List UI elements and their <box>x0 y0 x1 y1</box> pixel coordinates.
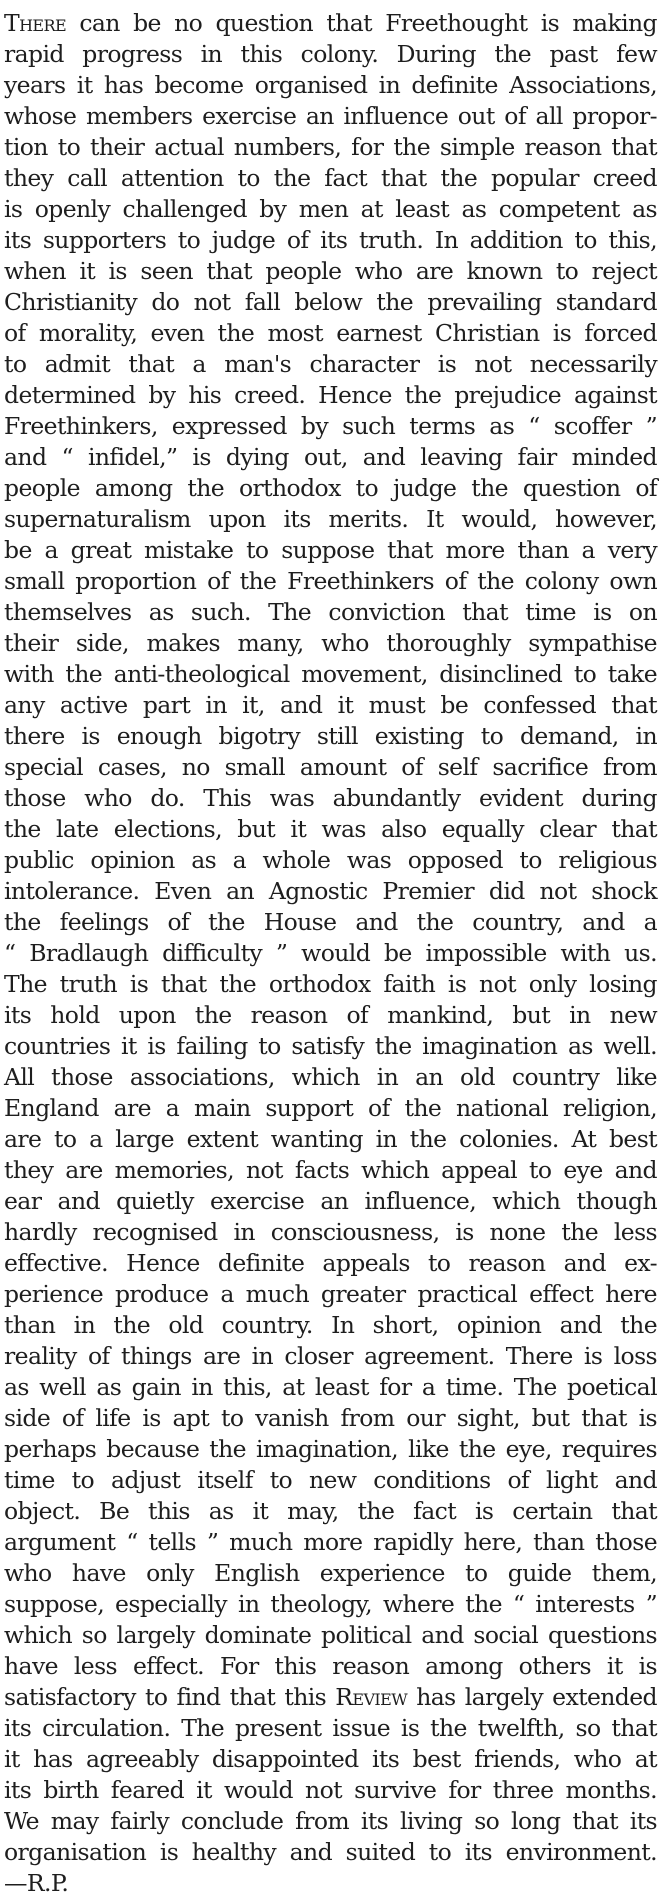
text-line: countries it is failing to satisfy the imagination as well. <box>4 1032 657 1060</box>
author-signature: —R.P. <box>4 1869 69 1897</box>
text-line: supernaturalism upon its merits. It would, however, <box>4 505 657 533</box>
text-line: and “ infidel,” is dying out, and leaving fair minded <box>4 443 657 471</box>
text-line: those who do. This was abundantly evident during <box>4 784 657 812</box>
text-line: suppose, especially in theology, where the “ interests ” <box>4 1590 657 1618</box>
text-line: tion to their actual numbers, for the simple reason that <box>4 133 657 161</box>
text-line: time to adjust itself to new conditions of light and <box>4 1466 657 1494</box>
text-line: any active part in it, and it must be confessed that <box>4 691 657 719</box>
text-line: effective. Hence definite appeals to reason and ex- <box>4 1249 657 1277</box>
text-line: its hold upon the reason of mankind, but in new <box>4 1001 657 1029</box>
text-line: All those associations, which in an old country like <box>4 1063 657 1091</box>
text-line: England are a main support of the national religion, <box>4 1094 657 1122</box>
text-line: the late elections, but it was also equally clear that <box>4 815 657 843</box>
text-line: We may fairly conclude from its living so long that its <box>4 1807 657 1835</box>
text-line: themselves as such. The conviction that time is on <box>4 598 657 626</box>
text-line: it has agreeably disappointed its best friends, who at <box>4 1745 657 1773</box>
text-line: its supporters to judge of its truth. In addition to this, <box>4 226 657 254</box>
text-line: rapid progress in this colony. During the past few <box>4 40 657 68</box>
text-line: perhaps because the imagination, like the eye, requires <box>4 1435 657 1463</box>
text-line: who have only English experience to guide them, <box>4 1559 657 1587</box>
text-line: small proportion of the Freethinkers of the colony own <box>4 567 657 595</box>
text-line: which so largely dominate political and social questions <box>4 1621 657 1649</box>
text-line: Freethinkers, expressed by such terms as “ scoffer ” <box>4 412 657 440</box>
text-line: side of life is apt to vanish from our sight, but that is <box>4 1404 657 1432</box>
text-line: its birth feared it would not survive for three months. <box>4 1776 657 1804</box>
text-line: argument “ tells ” much more rapidly here, than those <box>4 1528 657 1556</box>
text-line: with the anti-theological movement, disinclined to take <box>4 660 657 688</box>
text-line: perience produce a much greater practical effect here <box>4 1280 657 1308</box>
text-line: years it has become organised in definite Associations, <box>4 71 657 99</box>
text-line: Christianity do not fall below the prevailing standard <box>4 288 657 316</box>
text-line: is openly challenged by men at least as competent as <box>4 195 657 223</box>
line-text: has largely extended <box>407 1683 657 1711</box>
text-line: public opinion as a whole was opposed to religious <box>4 846 657 874</box>
text-line: than in the old country. In short, opinion and the <box>4 1311 657 1339</box>
text-line: they are memories, not facts which appeal to eye and <box>4 1156 657 1184</box>
text-line: whose members exercise an influence out of all propor- <box>4 102 657 130</box>
text-line <box>4 1682 657 1713</box>
line-text: can be no question that Freethought is making <box>66 9 657 37</box>
text-line: they call attention to the fact that the popular creed <box>4 164 657 192</box>
text-line: hardly recognised in consciousness, is none the less <box>4 1218 657 1246</box>
text-line: “ Bradlaugh difficulty ” would be impossible with us. <box>4 939 657 967</box>
text-line: ear and quietly exercise an influence, which though <box>4 1187 657 1215</box>
text-line: to admit that a man's character is not necessarily <box>4 350 657 378</box>
text-line: people among the orthodox to judge the question of <box>4 474 657 502</box>
text-line: reality of things are in closer agreement. There is loss <box>4 1342 657 1370</box>
text-line: be a great mistake to suppose that more than a very <box>4 536 657 564</box>
publication-name: Review <box>335 1683 408 1711</box>
text-line <box>4 8 657 39</box>
text-line: are to a large extent wanting in the colonies. At best <box>4 1125 657 1153</box>
text-line: the feelings of the House and the country, and a <box>4 908 657 936</box>
text-line: when it is seen that people who are known to reject <box>4 257 657 285</box>
text-line: of morality, even the most earnest Christian is forced <box>4 319 657 347</box>
text-line: intolerance. Even an Agnostic Premier did not shock <box>4 877 657 905</box>
text-line: its circulation. The present issue is the twelfth, so that <box>4 1714 657 1742</box>
article-body <box>4 8 657 1899</box>
text-line: object. Be this as it may, the fact is certain that <box>4 1497 657 1525</box>
text-line: have less effect. For this reason among others it is <box>4 1652 657 1680</box>
text-line: there is enough bigotry still existing to demand, in <box>4 722 657 750</box>
lead-word: There <box>4 9 67 37</box>
text-line: determined by his creed. Hence the prejudice against <box>4 381 657 409</box>
text-line: their side, makes many, who thoroughly sympathise <box>4 629 657 657</box>
text-line: The truth is that the orthodox faith is not only losing <box>4 970 657 998</box>
text-line: as well as gain in this, at least for a time. The poetical <box>4 1373 657 1401</box>
line-text: satisfactory to find that this <box>4 1683 336 1711</box>
text-line: special cases, no small amount of self sacrifice from <box>4 753 657 781</box>
text-line: organisation is healthy and suited to its environment. <box>4 1838 657 1866</box>
